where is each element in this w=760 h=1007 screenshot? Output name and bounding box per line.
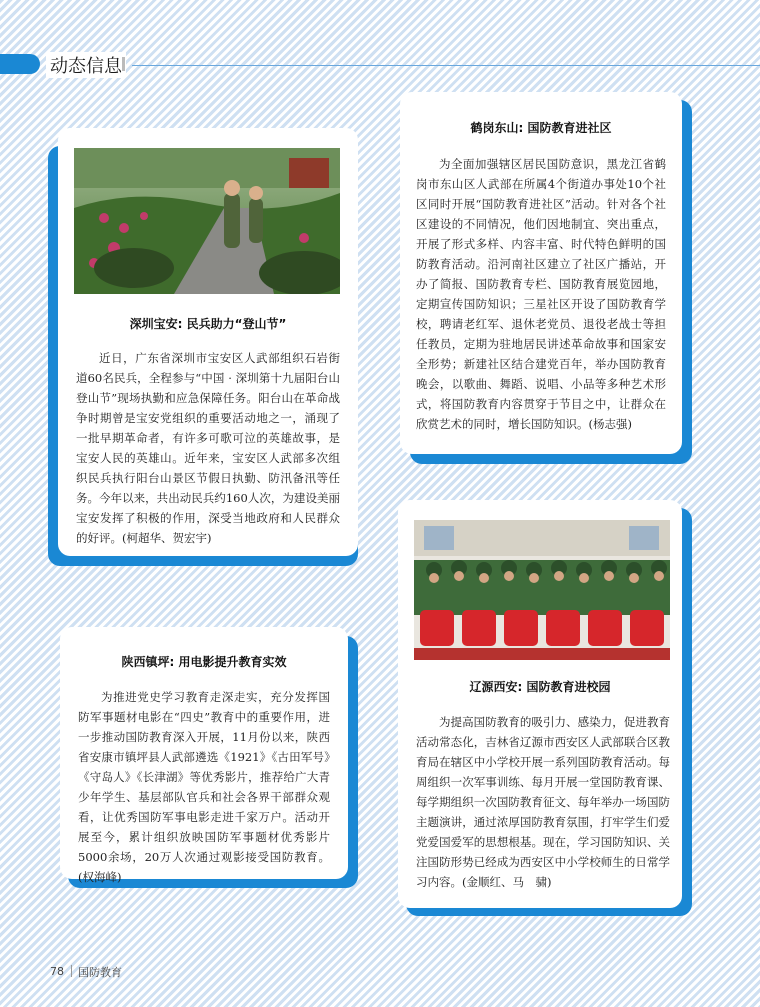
article-title: 陕西镇坪: 用电影提升教育实效 — [121, 655, 287, 669]
article-card-shenzhen — [58, 128, 358, 556]
article-body: 为全面加强辖区居民国防意识，黑龙江省鹤岗市东山区人武部在所属4个街道办事处10个社区同时开展“国防教育进社区”活动。针对各个社区建设的不同情况，他们因地制宜、突出重点，开展了形式多样、内容丰富、时代特色鲜明的国防教育活动。沿河南社区建立了社区广播站，开办了简报、国防教育专栏、国防教育展览园地，定期宣传国防知识；三星社区开设了国防教育学校，聘请老红军、退休老党员、退役老战士等担任教员，定期为驻地居民讲述革命故事和国家安全形势；新建社区结合建党百年，举办国防教育晚会，以歌曲、舞蹈、说唱、小品等多种艺术形式，将国防教育内容贯穿于节目之中，让群众在欣赏艺术的同时，增长国防知识。(杨志强) — [416, 157, 666, 431]
footer-divider — [71, 965, 72, 977]
page-number: 78 — [50, 965, 64, 978]
article-body: 为提高国防教育的吸引力、感染力，促进教育活动常态化，吉林省辽源市西安区人武部联合区教育局在辖区中小学校开展一系列国防教育活动。每周组织一次军事训练、每月开展一堂国防教育课、每学期组织一次国防教育征文、每年举办一场国防主题演讲，通过浓厚国防教育氛围，打牢学生们爱党爱国爱军的思想根基。现在，学习国防知识、关注国防形势已经成为西安区中小学校师生的日常学习内容。(金顺红、马 骕) — [416, 715, 670, 889]
publication-name: 国防教育 — [78, 966, 122, 979]
article-title: 鹤岗东山: 国防教育进社区 — [470, 121, 612, 135]
article-title: 辽源西安: 国防教育进校园 — [469, 680, 611, 694]
section-title-divider — [122, 57, 125, 71]
photo-militia-mountain — [74, 148, 340, 294]
section-title: 动态信息 — [46, 52, 126, 78]
photo-students-classroom — [414, 520, 670, 660]
header-rule — [132, 65, 760, 66]
article-body: 为推进党史学习教育走深走实，充分发挥国防军事题材电影在“四史”教育中的重要作用，进一步推动国防教育深入开展，11月份以来，陕西省安康市镇坪县人武部遴选《1921》《古田军号》《守岛人》《长津湖》等优秀影片，推荐给广大青少年学生、基层部队官兵和社会各界干部群众观看，让优秀国防军事电影走进千家万户。活动开展至今，累计组织放映国防军事题材优秀影片5000余场，20万人次通过观影接受国防教育。(权海峰) — [78, 690, 330, 884]
article-card-hegang — [400, 92, 682, 454]
article-title: 深圳宝安: 民兵助力“登山节” — [129, 317, 287, 331]
section-marker — [0, 54, 40, 74]
article-card-shaanxi — [60, 627, 348, 884]
article-card-liaoyuan — [398, 500, 682, 908]
article-body: 近日，广东省深圳市宝安区人武部组织石岩街道60名民兵，全程参与“中国 · 深圳第十九届阳台山登山节”现场执勤和应急保障任务。阳台山在革命战争时期曾是宝安党组织的重要活动地之一，涌现了一批早期革命者，有许多可歌可泣的英雄故事，是宝安人民的英雄山。近年来，宝安区人武部多次组织民兵执行阳台山景区节假日执勤、防汛备汛等任务。今年以来，共出动民兵约160人次，为建设美丽宝安发挥了积极的作用，深受当地政府和人民群众的好评。(柯超华、贺宏宇) — [76, 351, 340, 545]
